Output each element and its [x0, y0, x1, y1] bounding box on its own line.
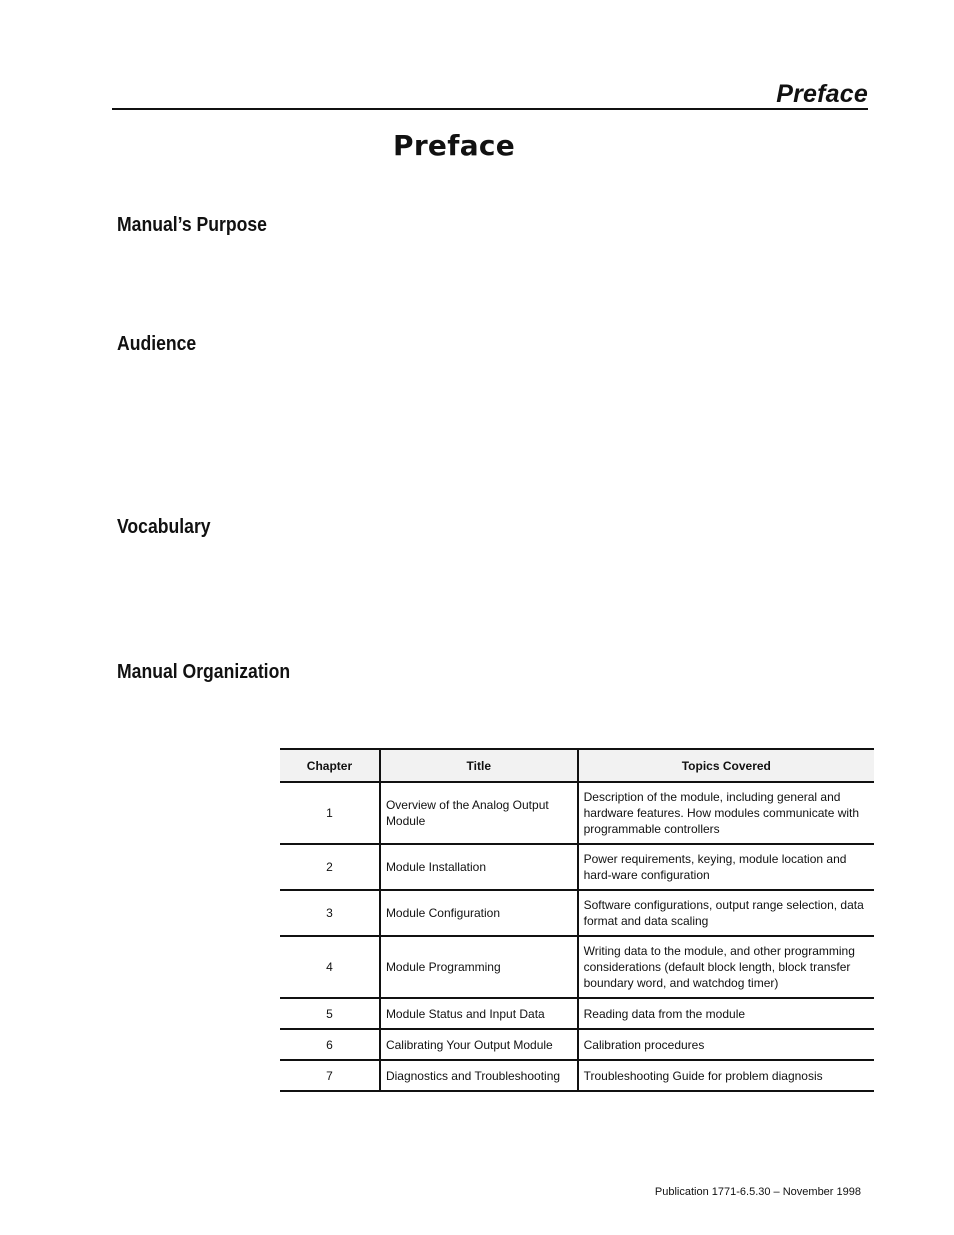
chapter-title: Module Programming: [380, 936, 578, 998]
chapter-title: Calibrating Your Output Module: [380, 1029, 578, 1060]
chapter-title: Module Installation: [380, 844, 578, 890]
chapter-title: Module Status and Input Data: [380, 998, 578, 1029]
column-header-title: Title: [380, 749, 578, 782]
table-row: [280, 782, 874, 844]
section-heading-audience: Audience: [117, 333, 197, 355]
table-row: [280, 1029, 874, 1060]
chapter-topics: Reading data from the module: [578, 998, 874, 1029]
section-heading-manual-purpose: Manual’s Purpose: [117, 214, 267, 236]
chapter-number: 2: [280, 844, 380, 890]
publication-footer: Publication 1771-6.5.30 – November 1998: [654, 1186, 861, 1198]
chapter-title: Diagnostics and Troubleshooting: [380, 1060, 578, 1091]
table-header-row: [280, 749, 874, 782]
chapter-topics: Troubleshooting Guide for problem diagnosis: [578, 1060, 874, 1091]
running-header-title: Preface: [776, 80, 868, 108]
table-row: [280, 998, 874, 1029]
manual-organization-table: [280, 748, 874, 1092]
chapter-topics: Calibration procedures: [578, 1029, 874, 1060]
table-row: [280, 844, 874, 890]
header-rule: [112, 108, 868, 110]
page-title: Preface: [393, 129, 516, 162]
table-row: [280, 1060, 874, 1091]
chapter-number: 4: [280, 936, 380, 998]
chapter-title: Overview of the Analog Output Module: [380, 782, 578, 844]
column-header-chapter: Chapter: [280, 749, 380, 782]
chapter-number: 7: [280, 1060, 380, 1091]
chapter-topics: Software configurations, output range selection, data format and data scaling: [578, 890, 874, 936]
chapter-number: 6: [280, 1029, 380, 1060]
section-heading-vocabulary: Vocabulary: [117, 516, 211, 538]
chapter-number: 1: [280, 782, 380, 844]
chapter-topics: Description of the module, including general and hardware features. How modules communicate with programmable controllers: [578, 782, 874, 844]
chapter-topics: Writing data to the module, and other programming considerations (default block length, block transfer boundary word, and watchdog timer): [578, 936, 874, 998]
chapter-number: 3: [280, 890, 380, 936]
chapter-topics: Power requirements, keying, module location and hard-ware configuration: [578, 844, 874, 890]
column-header-topics: Topics Covered: [578, 749, 874, 782]
section-heading-manual-organization: Manual Organization: [117, 661, 291, 683]
table-row: [280, 936, 874, 998]
chapter-number: 5: [280, 998, 380, 1029]
chapter-title: Module Configuration: [380, 890, 578, 936]
table-row: [280, 890, 874, 936]
